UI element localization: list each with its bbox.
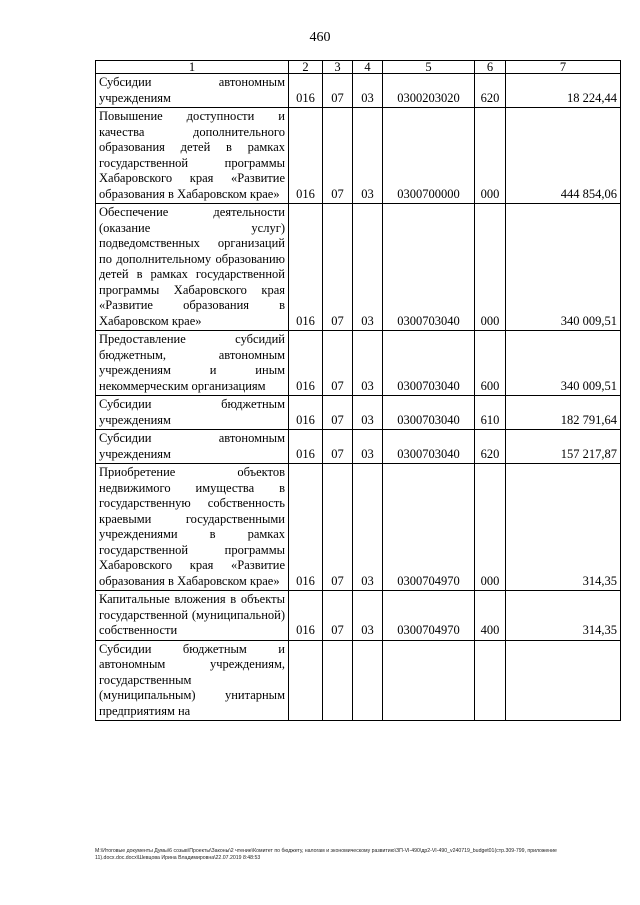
ministry-code: 016 (289, 464, 323, 591)
subsection-code: 03 (353, 108, 383, 204)
target-item-code: 0300700000 (383, 108, 475, 204)
expense-type-code (475, 640, 506, 721)
column-header: 7 (506, 61, 621, 74)
subsection-code: 03 (353, 204, 383, 331)
amount: 18 224,44 (506, 74, 621, 108)
amount: 444 854,06 (506, 108, 621, 204)
subsection-code: 03 (353, 464, 383, 591)
table-row (96, 464, 621, 591)
amount: 157 217,87 (506, 430, 621, 464)
section-code: 07 (323, 331, 353, 396)
expense-type-code: 000 (475, 204, 506, 331)
target-item-code: 0300704970 (383, 464, 475, 591)
table-row (96, 74, 621, 108)
subsection-code: 03 (353, 591, 383, 641)
row-description: Приобретение объектов недвижимого имущества в государственную собственность краевыми государственными учреждениями в рамках государственной программы Хабаровского края «Развитие образования в Хабаровском крае» (96, 464, 289, 591)
target-item-code (383, 640, 475, 721)
table-row (96, 430, 621, 464)
column-header: 2 (289, 61, 323, 74)
subsection-code: 03 (353, 331, 383, 396)
ministry-code: 016 (289, 591, 323, 641)
column-header: 6 (475, 61, 506, 74)
row-description: Предоставление субсидий бюджетным, автономным учреждениям и иным некоммерческим организациям (96, 331, 289, 396)
section-code: 07 (323, 204, 353, 331)
ministry-code: 016 (289, 74, 323, 108)
section-code: 07 (323, 464, 353, 591)
ministry-code (289, 640, 323, 721)
expense-type-code: 400 (475, 591, 506, 641)
subsection-code: 03 (353, 74, 383, 108)
row-description: Капитальные вложения в объекты государственной (муниципальной) собственности (96, 591, 289, 641)
ministry-code: 016 (289, 108, 323, 204)
amount: 182 791,64 (506, 396, 621, 430)
target-item-code: 0300203020 (383, 74, 475, 108)
section-code: 07 (323, 396, 353, 430)
ministry-code: 016 (289, 331, 323, 396)
column-header: 4 (353, 61, 383, 74)
section-code: 07 (323, 591, 353, 641)
target-item-code: 0300703040 (383, 204, 475, 331)
row-description: Субсидии автономным учреждениям (96, 430, 289, 464)
section-code: 07 (323, 108, 353, 204)
row-description: Субсидии бюджетным и автономным учреждениям, государственным (муниципальным) унитарным предприятиям на (96, 640, 289, 721)
table-header-row (96, 61, 621, 74)
target-item-code: 0300704970 (383, 591, 475, 641)
expense-type-code: 620 (475, 430, 506, 464)
table-row (96, 396, 621, 430)
amount: 340 009,51 (506, 331, 621, 396)
column-header: 5 (383, 61, 475, 74)
row-description: Субсидии автономным учреждениям (96, 74, 289, 108)
section-code: 07 (323, 430, 353, 464)
column-header: 3 (323, 61, 353, 74)
page-number: 460 (309, 30, 331, 45)
expense-type-code: 000 (475, 108, 506, 204)
amount: 314,35 (506, 591, 621, 641)
section-code: 07 (323, 74, 353, 108)
subsection-code (353, 640, 383, 721)
expense-type-code: 610 (475, 396, 506, 430)
table-row (96, 640, 621, 721)
column-header: 1 (96, 61, 289, 74)
amount: 340 009,51 (506, 204, 621, 331)
budget-table (95, 60, 621, 721)
row-description: Повышение доступности и качества дополнительного образования детей в рамках государственной программы Хабаровского края «Развитие образования в Хабаровском крае» (96, 108, 289, 204)
row-description: Обеспечение деятельности (оказание услуг) подведомственных организаций по дополнительному образованию детей в рамках государственной программы Хабаровского края «Развитие образования в Хабаровском крае» (96, 204, 289, 331)
amount: 314,35 (506, 464, 621, 591)
target-item-code: 0300703040 (383, 331, 475, 396)
row-description: Субсидии бюджетным учреждениям (96, 396, 289, 430)
subsection-code: 03 (353, 430, 383, 464)
expense-type-code: 620 (475, 74, 506, 108)
expense-type-code: 600 (475, 331, 506, 396)
section-code (323, 640, 353, 721)
subsection-code: 03 (353, 396, 383, 430)
target-item-code: 0300703040 (383, 430, 475, 464)
ministry-code: 016 (289, 396, 323, 430)
table-row (96, 204, 621, 331)
table-row (96, 591, 621, 641)
target-item-code: 0300703040 (383, 396, 475, 430)
ministry-code: 016 (289, 430, 323, 464)
document-path-footer: М:\Итоговые документы Думы\6 созыв\Проекты\Законы\2 чтение\Комитет по бюджету, налогам и экономическому развитию\ЗП-VI-490\др2-VI-490_v240719_budget01(стр.309-799, приложение 11).docx.doc.docx\Шевцова Ирина Владимировна\22.07.2019 8:48:53 (95, 848, 557, 861)
table-row (96, 108, 621, 204)
amount (506, 640, 621, 721)
expense-type-code: 000 (475, 464, 506, 591)
ministry-code: 016 (289, 204, 323, 331)
table-row (96, 331, 621, 396)
